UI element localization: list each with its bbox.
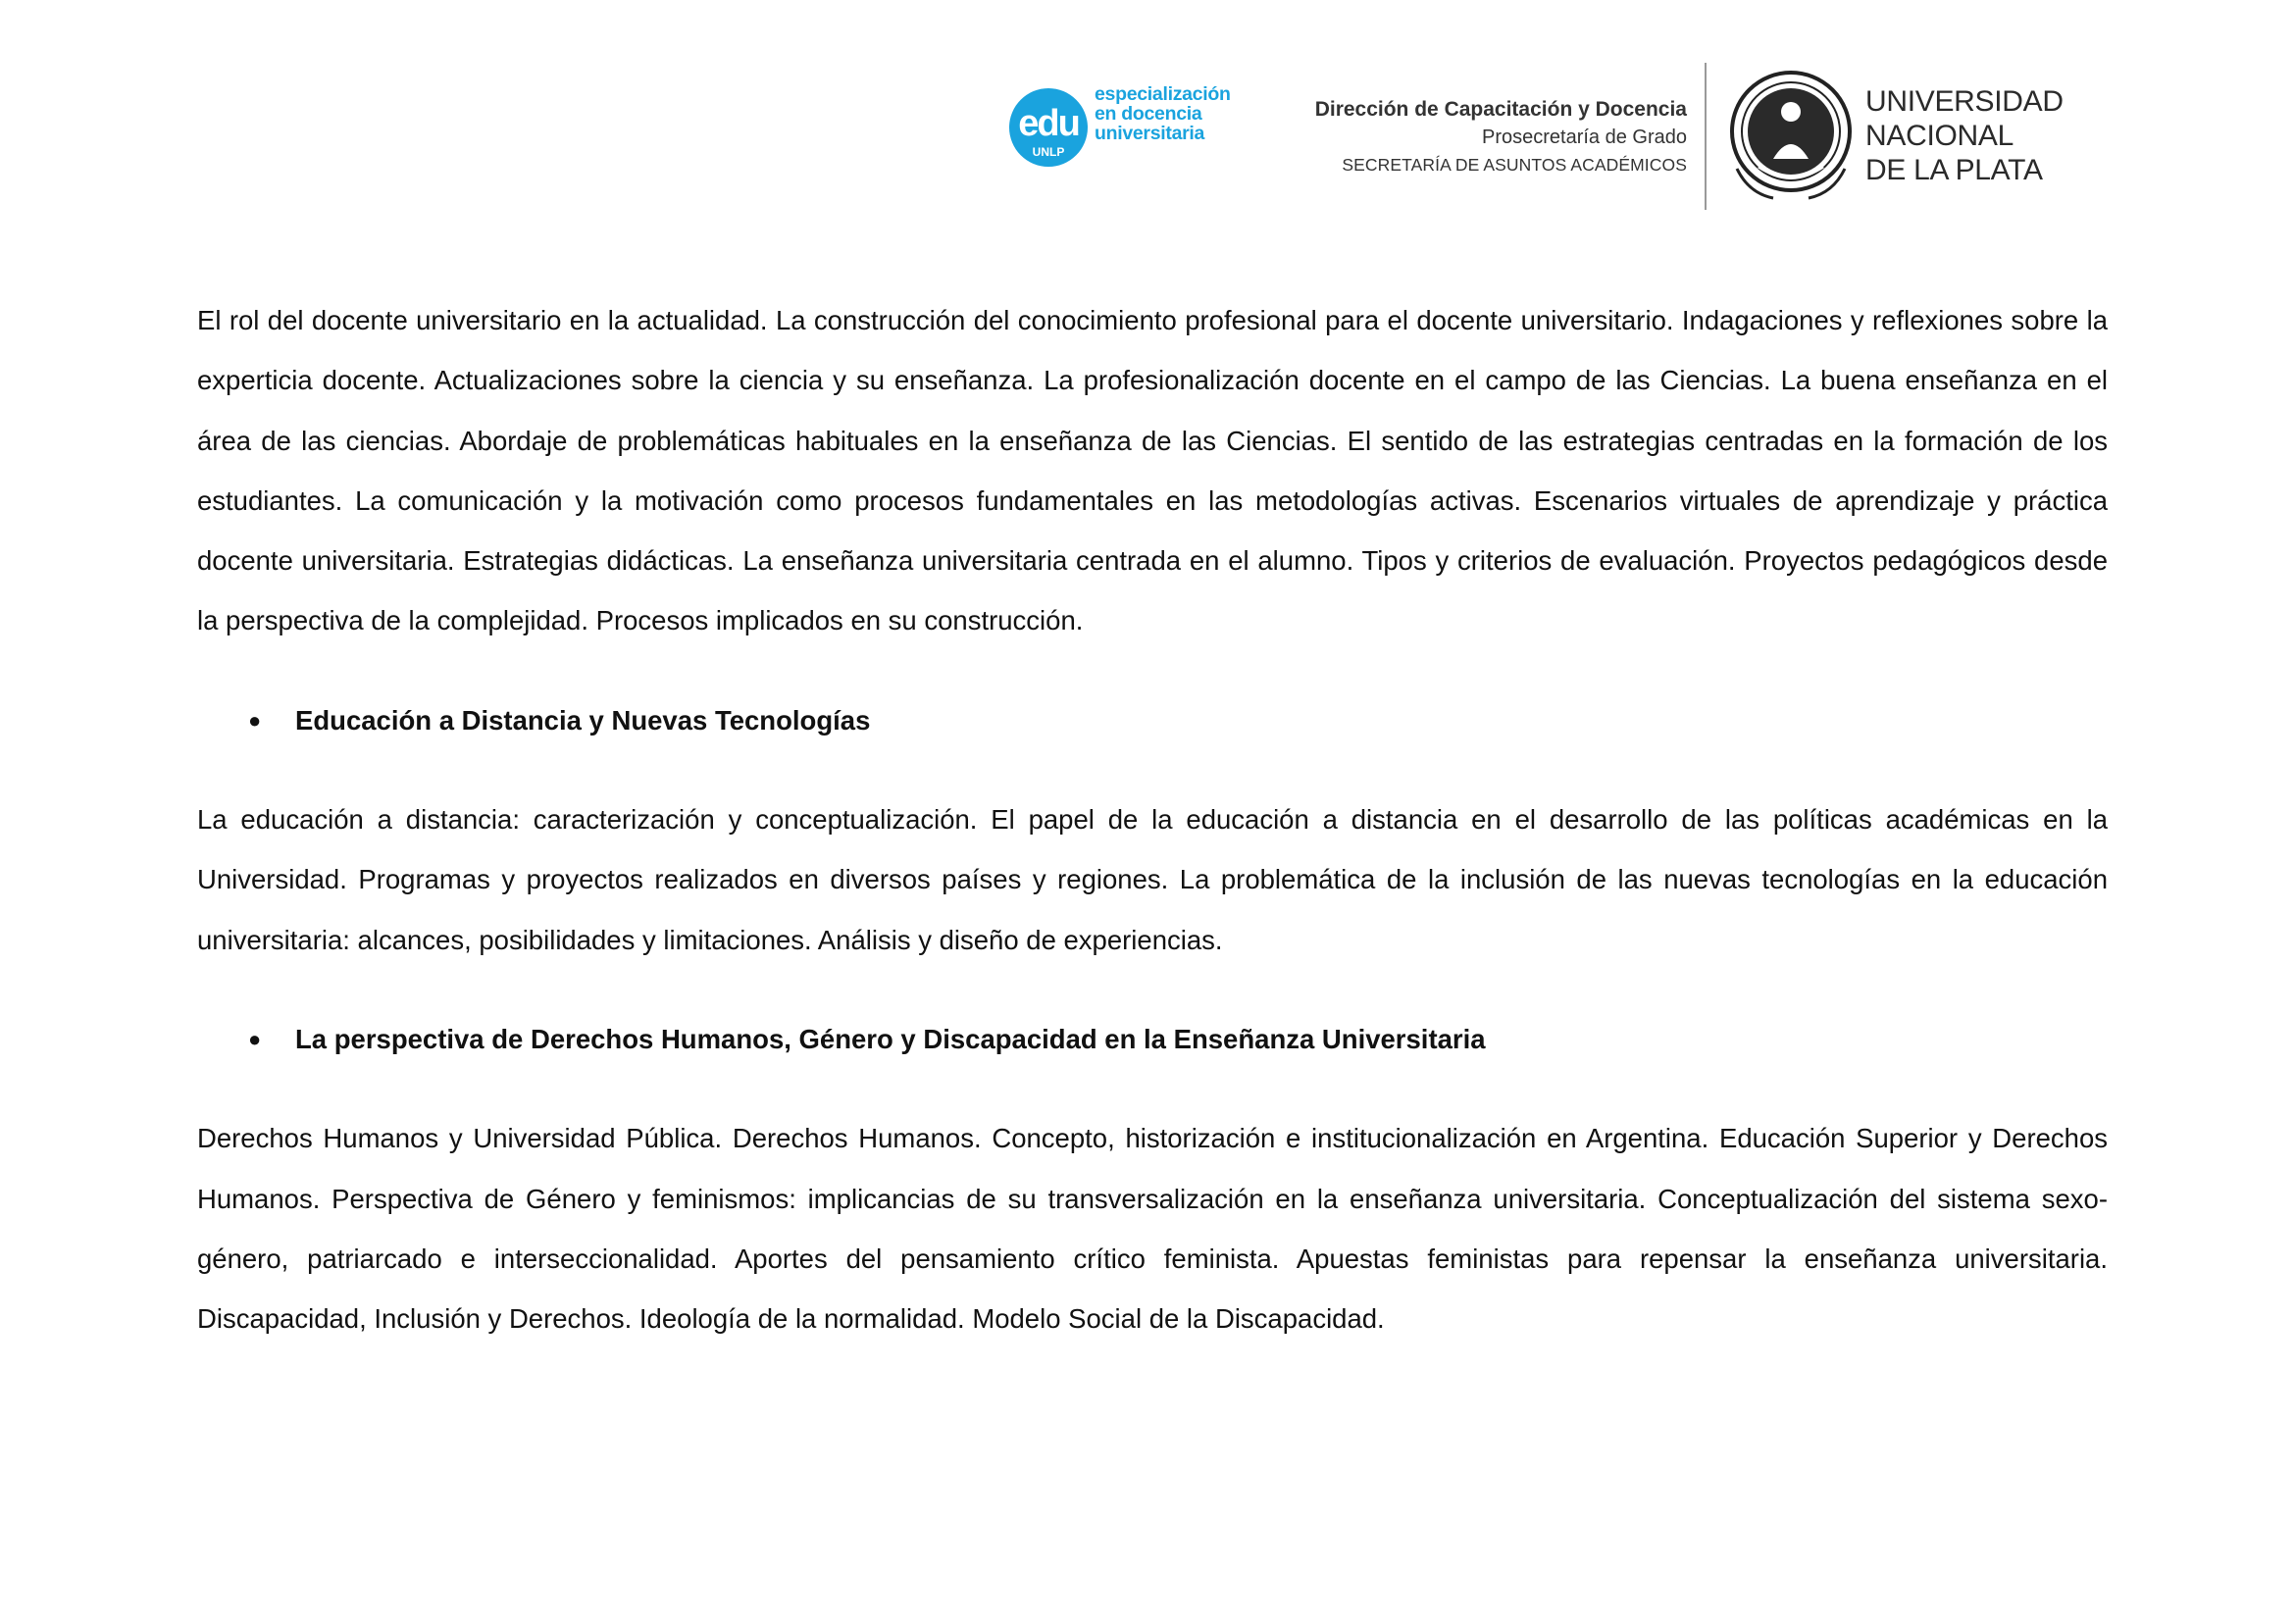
page-header [1005,61,2074,218]
university-seal-icon [1729,61,1853,208]
section-heading-text: La perspectiva de Derechos Humanos, Género y Discapacidad en la Enseñanza Universitaria [295,1023,1486,1054]
edu-mark-text: edu [1018,103,1079,144]
section-heading-human-rights [197,1009,2108,1069]
edu-unlp-logo [1008,84,1244,192]
section-body-distance-education: La educación a distancia: caracterización y conceptualización. El papel de la educación a distancia en el desarrollo de las políticas académicas en la Universidad. Programas y proyectos realizados en diversos países y regiones. La problemática de la inclusión de las nuevas tecnologías en la educación universitaria: alcances, posibilidades y limitaciones. Análisis y diseño de experiencias. [197,804,2108,955]
university-name-line-2: NACIONAL [1865,120,2014,152]
edu-logo-wordmark [1095,84,1231,143]
edu-logo-mark-icon [1008,84,1089,171]
bullet-icon: ● [248,1026,262,1051]
document-body [197,290,2108,1348]
edu-logo-line-1: especialización [1095,83,1231,105]
prosecretariat-name: Prosecretaría de Grado [1482,127,1687,148]
edu-logo-line-2: en docencia [1095,103,1202,125]
university-name-line-3: DE LA PLATA [1865,154,2043,186]
section-heading-text: Educación a Distancia y Nuevas Tecnologías [295,704,871,736]
bullet-icon: ● [248,707,262,733]
section-body-human-rights: Derechos Humanos y Universidad Pública. Derechos Humanos. Concepto, historización e institucionalización en Argentina. Educación Superior y Derechos Humanos. Perspectiva de Género y feminismos: implicancias de su transversalización en la enseñanza universitaria. Conceptualización del sistema sexo-género, patriarcado e interseccionalidad. Aportes del pensamiento crítico feminista. Apuestas feministas para repensar la enseñanza universitaria. Discapacidad, Inclusión y Derechos. Ideología de la normalidad. Modelo Social de la Discapacidad. [197,1123,2108,1335]
edu-logo-line-3: universitaria [1095,123,1205,144]
intro-paragraph: El rol del docente universitario en la actualidad. La construcción del conocimiento profesional para el docente universitario. Indagaciones y reflexiones sobre la experticia docente. Actualizaciones sobre la ciencia y su enseñanza. La profesionalización docente en el campo de las Ciencias. La buena enseñanza en el área de las ciencias. Abordaje de problemáticas habituales en la enseñanza de las Ciencias. El sentido de las estrategias centradas en la formación de los estudiantes. La comunicación y la motivación como procesos fundamentales en las metodologías activas. Escenarios virtuales de aprendizaje y práctica docente universitaria. Estrategias didácticas. La enseñanza universitaria centrada en el alumno. Tipos y criterios de evaluación. Proyectos pedagógicos desde la perspectiva de la complejidad. Procesos implicados en su construcción. [197,305,2108,636]
university-name-line-1: UNIVERSIDAD [1865,85,2064,118]
secretariat-name: SECRETARÍA DE ASUNTOS ACADÉMICOS [1342,155,1687,175]
university-name [1865,84,2064,187]
section-heading-distance-education [197,690,2108,750]
edu-mark-subtext: UNLP [1032,145,1065,159]
department-info [1275,96,1687,178]
department-name: Dirección de Capacitación y Docencia [1314,98,1687,121]
header-divider [1705,63,1707,210]
